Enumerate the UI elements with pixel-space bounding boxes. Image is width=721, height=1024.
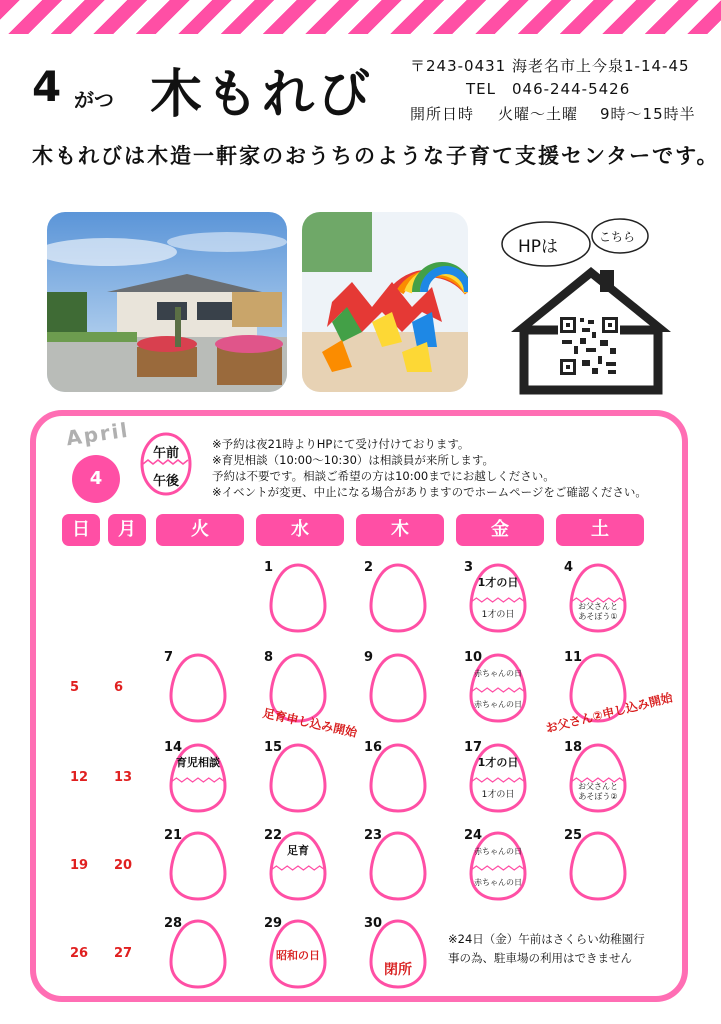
day-egg bbox=[368, 918, 428, 990]
day-number: 15 bbox=[264, 740, 283, 755]
egg-center-label: 昭和の日 bbox=[276, 949, 320, 962]
day-egg bbox=[468, 652, 528, 724]
day-egg bbox=[468, 830, 528, 902]
note-footcare-signup: 足育申し込み開始 bbox=[261, 706, 359, 740]
homepage-qr-block[interactable] bbox=[496, 212, 686, 397]
day-number: 5 bbox=[70, 680, 80, 695]
month-suffix: がつ bbox=[74, 88, 114, 112]
month-badge: 4 bbox=[72, 455, 120, 503]
hours-label: 開所日時 bbox=[410, 105, 475, 123]
note-line: ※イベントが変更、中止になる場合がありますのでホームページをご確認ください。 bbox=[212, 485, 647, 499]
month-english: April bbox=[64, 417, 131, 451]
footnote bbox=[448, 930, 645, 968]
egg-morning-label: 赤ちゃんの日 bbox=[474, 669, 522, 678]
open-days: 火曜～土曜 bbox=[498, 105, 579, 123]
day-number: 30 bbox=[364, 916, 383, 931]
day-number: 24 bbox=[464, 828, 483, 843]
day-number: 29 bbox=[264, 916, 283, 931]
day-egg bbox=[468, 742, 528, 814]
egg-morning-label: 育児相談 bbox=[176, 756, 220, 769]
note-father-signup: お父さん②申し込み開始 bbox=[544, 690, 675, 736]
note-line: ※予約は夜21時よりHPにて受け付けております。 bbox=[212, 437, 470, 451]
day-number: 14 bbox=[164, 740, 183, 755]
day-number: 25 bbox=[564, 828, 583, 843]
egg-afternoon-label: お父さんと あそぼう① bbox=[578, 602, 618, 621]
day-egg bbox=[168, 742, 228, 814]
open-hours: 9時～15時半 bbox=[600, 105, 696, 123]
tel-label: TEL bbox=[466, 80, 496, 98]
day-number: 23 bbox=[364, 828, 383, 843]
day-number: 21 bbox=[164, 828, 183, 843]
day-egg bbox=[268, 562, 328, 634]
weekday-thu: 木 bbox=[356, 514, 444, 546]
day-number: 3 bbox=[464, 560, 474, 575]
am-pm-legend bbox=[140, 432, 192, 496]
day-number: 10 bbox=[464, 650, 483, 665]
egg-afternoon-label: お父さんと あそぼう② bbox=[578, 782, 618, 801]
egg-morning-label: 赤ちゃんの日 bbox=[474, 847, 522, 856]
day-number: 26 bbox=[70, 946, 89, 961]
top-stripe-banner bbox=[0, 0, 721, 34]
weekday-fri: 金 bbox=[456, 514, 544, 546]
egg-morning-label: 1才の日 bbox=[477, 756, 519, 769]
tel-number: 046-244-5426 bbox=[512, 80, 631, 98]
day-egg bbox=[268, 742, 328, 814]
day-number: 17 bbox=[464, 740, 483, 755]
legend-am: 午前 bbox=[152, 446, 179, 461]
day-egg bbox=[568, 562, 628, 634]
day-egg bbox=[168, 652, 228, 724]
postal-code: 〒243-0431 bbox=[410, 57, 507, 75]
egg-morning-label: 足育 bbox=[287, 844, 309, 857]
address: 海老名市上今泉1-14-45 bbox=[512, 57, 690, 75]
egg-afternoon-label: 1才の日 bbox=[481, 610, 515, 620]
day-egg bbox=[268, 830, 328, 902]
day-egg bbox=[568, 742, 628, 814]
day-number: 18 bbox=[564, 740, 583, 755]
weekday-sat: 土 bbox=[556, 514, 644, 546]
day-egg bbox=[268, 918, 328, 990]
day-egg bbox=[468, 562, 528, 634]
egg-afternoon-label: 赤ちゃんの日 bbox=[474, 878, 522, 887]
tagline: 木もれびは木造一軒家のおうちのような子育て支援センターです。 bbox=[32, 144, 720, 168]
day-egg bbox=[368, 652, 428, 724]
day-number: 1 bbox=[264, 560, 274, 575]
legend-pm: 午後 bbox=[152, 474, 179, 489]
egg-afternoon-label: 1才の日 bbox=[481, 790, 515, 800]
day-number: 8 bbox=[264, 650, 274, 665]
day-number: 13 bbox=[114, 770, 133, 785]
egg-afternoon-label: 赤ちゃんの日 bbox=[474, 700, 522, 709]
weekday-sun: 日 bbox=[62, 514, 100, 546]
hp-bubble-text: HPは bbox=[518, 237, 559, 257]
weekday-wed: 水 bbox=[256, 514, 344, 546]
egg-center-label: 閉所 bbox=[384, 962, 412, 978]
day-number: 28 bbox=[164, 916, 183, 931]
note-line: ※育児相談（10:00～10:30）は相談員が来所します。 bbox=[212, 453, 494, 467]
footnote-line: 事の為、駐車場の利用はできません bbox=[448, 951, 632, 965]
note-line: 予約は不要です。相談ご希望の方は10:00までにお越しください。 bbox=[212, 469, 555, 483]
day-egg bbox=[168, 830, 228, 902]
footnote-line: ※24日（金）午前はさくらい幼稚園行 bbox=[448, 932, 645, 946]
day-number: 9 bbox=[364, 650, 374, 665]
day-number: 4 bbox=[564, 560, 574, 575]
day-number: 6 bbox=[114, 680, 124, 695]
weekday-mon: 月 bbox=[108, 514, 146, 546]
kochira-bubble-text: こちら bbox=[599, 230, 636, 244]
day-number: 19 bbox=[70, 858, 89, 873]
day-number: 2 bbox=[364, 560, 374, 575]
weekday-tue: 火 bbox=[156, 514, 244, 546]
day-egg bbox=[168, 918, 228, 990]
toy-photo bbox=[302, 212, 468, 392]
egg-morning-label: 1才の日 bbox=[477, 576, 519, 589]
day-number: 7 bbox=[164, 650, 174, 665]
day-egg bbox=[568, 830, 628, 902]
day-number: 27 bbox=[114, 946, 133, 961]
day-number: 12 bbox=[70, 770, 89, 785]
day-egg bbox=[368, 742, 428, 814]
calendar-notes bbox=[212, 436, 647, 500]
day-egg bbox=[368, 562, 428, 634]
day-number: 22 bbox=[264, 828, 283, 843]
day-number: 11 bbox=[564, 650, 583, 665]
month-number: 4 bbox=[32, 62, 62, 111]
day-number: 16 bbox=[364, 740, 383, 755]
house-photo bbox=[47, 212, 287, 392]
day-egg bbox=[368, 830, 428, 902]
page-title: 木もれび bbox=[150, 65, 375, 125]
day-number: 20 bbox=[114, 858, 133, 873]
